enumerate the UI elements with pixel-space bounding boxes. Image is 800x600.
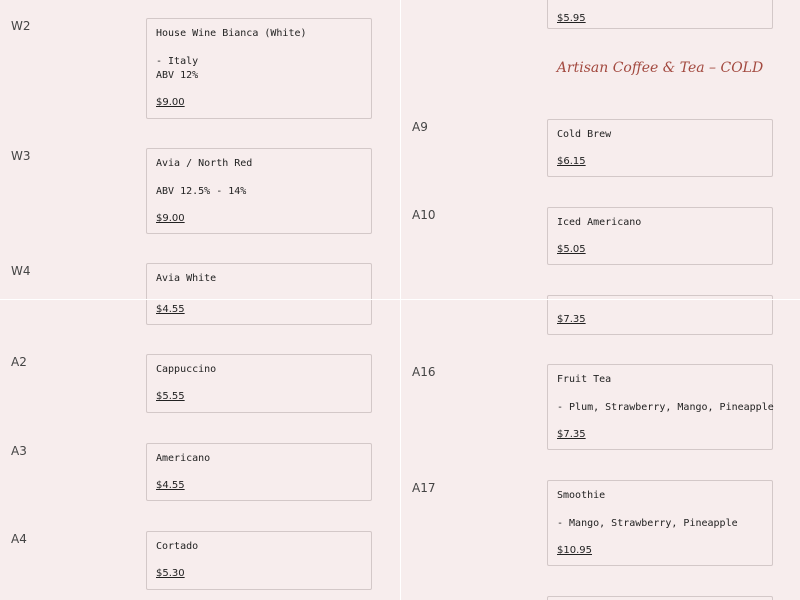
menu-item-card[interactable] [146,354,372,413]
item-name: Avia / North Red [156,158,253,169]
item-name: Smoothie [557,490,606,501]
item-name: Americano [156,453,211,464]
item-detail [156,171,362,185]
item-name: Avia White [156,273,217,284]
column-divider [400,0,401,600]
item-name: Cappuccino [156,364,217,375]
menu-item-card[interactable] [547,364,773,450]
item-name: House Wine Bianca (White) [156,28,307,39]
row-divider [0,299,800,300]
item-name: Cold Brew [557,129,612,140]
item-code: W4 [11,264,31,278]
item-price-link[interactable]: $5.95 [557,13,586,24]
menu-item-card[interactable] [146,148,372,234]
menu-item-card[interactable] [547,119,773,177]
menu-item-card[interactable] [146,443,372,501]
item-price-link[interactable]: $9.00 [156,213,185,224]
item-detail [557,387,763,401]
item-code: W2 [11,19,31,33]
item-code: A9 [412,120,428,134]
menu-item-card[interactable] [146,263,372,325]
item-price-link[interactable]: $4.55 [156,480,185,491]
item-price-link[interactable]: $5.05 [557,244,586,255]
item-price-link[interactable]: $5.55 [156,391,185,402]
menu-item-card[interactable] [547,207,773,265]
menu-item-card[interactable] [547,295,773,335]
item-price-link[interactable]: $7.35 [557,314,586,325]
item-name: Fruit Tea [557,374,612,385]
menu-item-card[interactable] [547,596,773,600]
item-price-link[interactable]: $4.55 [156,304,185,315]
menu-column-right [401,0,800,600]
item-detail: ABV 12% [156,70,199,81]
item-detail: ABV 12.5% - 14% [156,186,247,197]
item-code: A4 [11,532,27,546]
item-code: A17 [412,481,436,495]
item-detail [156,41,362,55]
item-price-link[interactable]: $9.00 [156,97,185,108]
item-price-link[interactable]: $5.30 [156,568,185,579]
item-detail: - Mango, Strawberry, Pineapple [557,518,738,529]
item-detail: - Italy [156,56,199,67]
item-code: A2 [11,355,27,369]
section-heading: Artisan Coffee & Tea – COLD [556,60,764,76]
menu-item-card[interactable] [547,480,773,566]
menu-item-card[interactable] [547,0,773,29]
menu-item-card[interactable] [146,18,372,119]
item-code: A10 [412,208,436,222]
item-name: Cortado [156,541,199,552]
item-name: Iced Americano [557,217,642,228]
item-price-link[interactable]: $7.35 [557,429,586,440]
item-detail [557,503,763,517]
item-code: A3 [11,444,27,458]
item-detail: - Plum, Strawberry, Mango, Pineapple [557,402,774,413]
item-code: W3 [11,149,31,163]
item-code: A16 [412,365,436,379]
menu-item-card[interactable] [146,531,372,590]
item-price-link[interactable]: $6.15 [557,156,586,167]
item-price-link[interactable]: $10.95 [557,545,592,556]
